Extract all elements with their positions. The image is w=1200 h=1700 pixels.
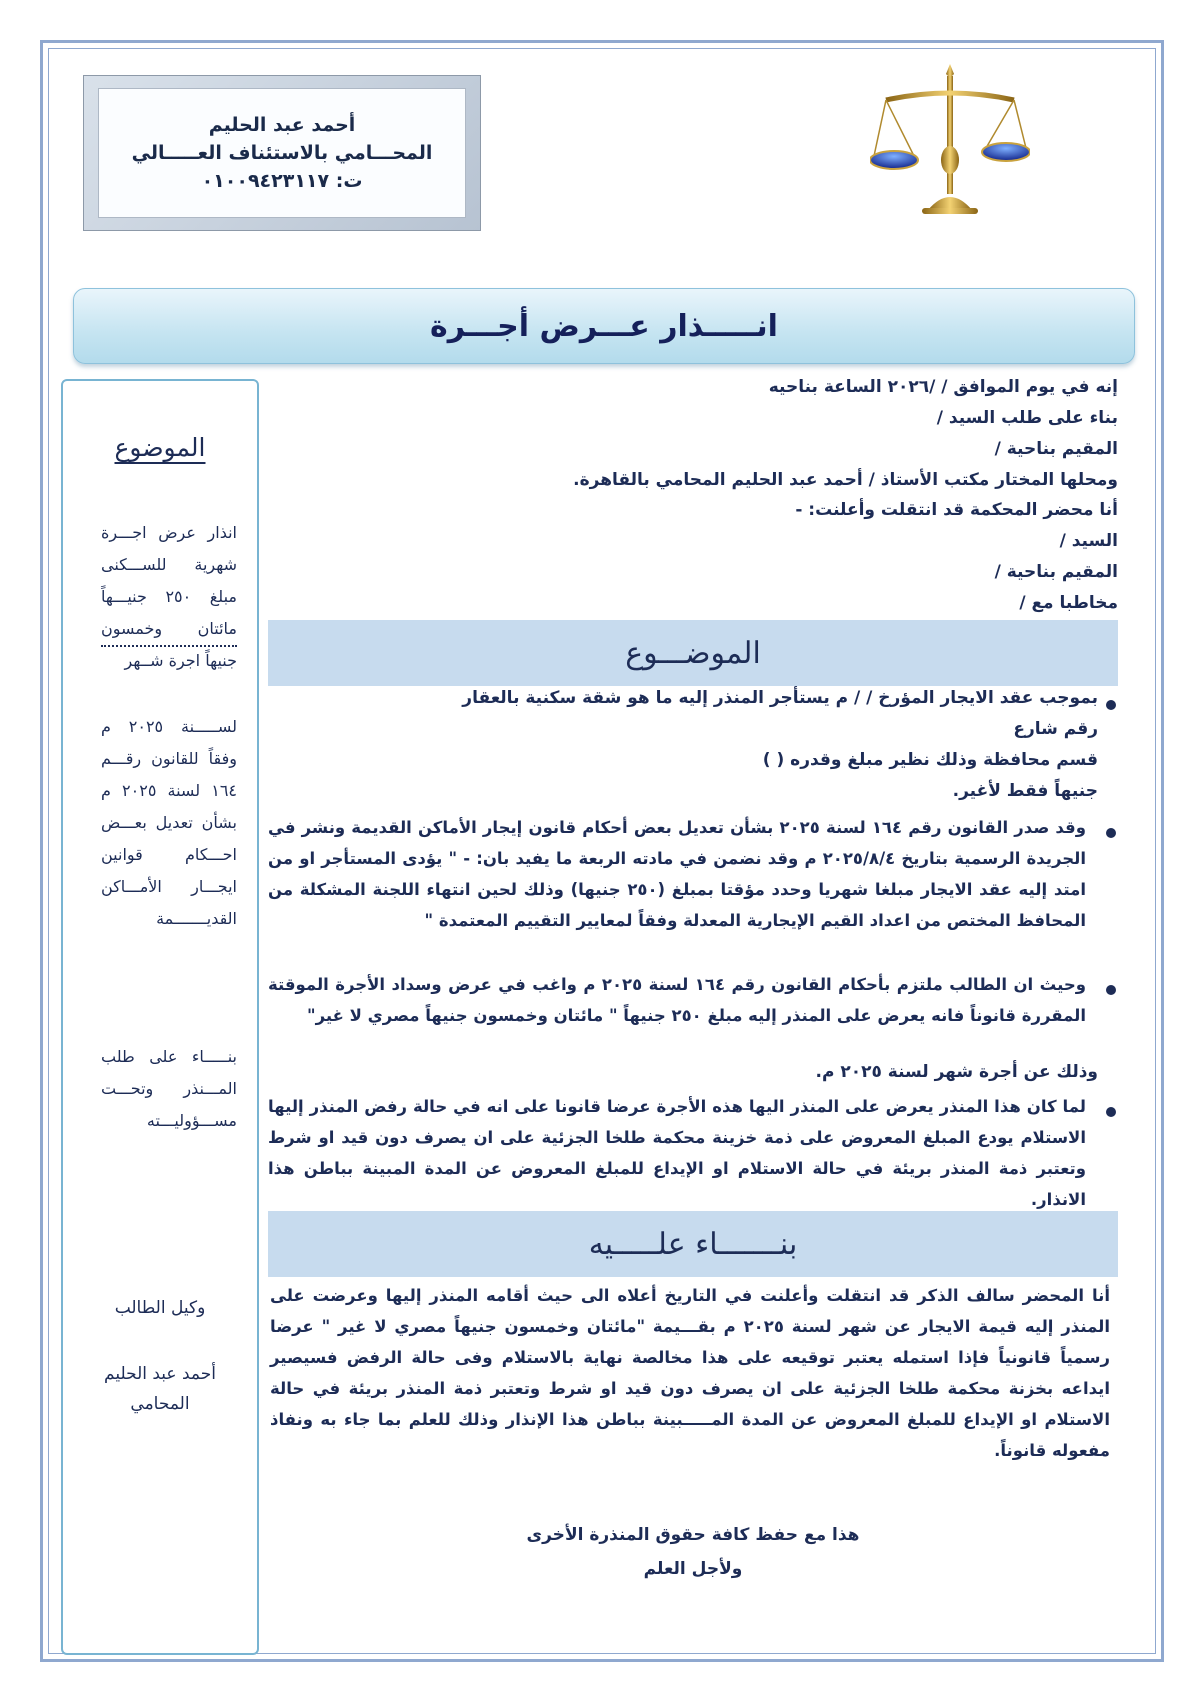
- bullet-marker: [1106, 1107, 1116, 1117]
- header-line-requester: بناء على طلب السيد /: [936, 408, 1118, 428]
- sidebar-signature-name: أحمد عبد الحليم: [104, 1364, 216, 1384]
- closing-rights-reserved: هذا مع حفظ كافة حقوق المنذرة الأخرى: [526, 1525, 860, 1545]
- sidebar-agent-label: وكيل الطالب: [114, 1298, 206, 1318]
- section-subject-bar: [268, 620, 1118, 686]
- closing-for-knowledge: ولأجل العلم: [643, 1559, 743, 1579]
- sidebar-request-note: بنـــــاء على طلب المـــنذر وتحـــت مســـؤوليـــته: [101, 1047, 237, 1130]
- sidebar-dotted-divider: [101, 645, 237, 647]
- bullet1-line3: قسم محافظة وذلك نظير مبلغ وقدره ( ): [762, 750, 1098, 770]
- bullet1-line4: جنيهاً فقط لأغير.: [952, 781, 1098, 801]
- document-title: انـــــذار عـــرض أجـــرة: [430, 308, 778, 344]
- subject-sidebar: [61, 379, 259, 1655]
- header-line-addressed-to: مخاطبا مع /: [1019, 593, 1118, 613]
- sidebar-summary: انذار عرض اجـــرة شهرية للســـكنى مبلغ ٢٥٠ جنيـــهاً مائتان وخمسون جنيهاً اجرة شــهر: [101, 523, 237, 670]
- bullet4-deposit-text: لما كان هذا المنذر يعرض على المنذر اليها هذه الأجرة عرضا قانونا على انه في حالة رفض المنذر إليها الاستلام يودع المبلغ المعروض على ذمة خزينة محكمة طلخا الجزئية على ان يصرف دون قيد او شرط وتعتبر ذمة المنذر بريئة في حالة الاستلام او الإيداع للمبلغ المعروض عن المدة المبينة بباطن هذا الانذار.: [268, 1097, 1086, 1209]
- section-subject-heading: الموضـــوع: [625, 635, 761, 671]
- header-line-recipient: السيد /: [1059, 531, 1118, 551]
- lawyer-title: المحـــامي بالاستئناف العـــــالي: [131, 142, 433, 164]
- bullet1-line1: بموجب عقد الايجار المؤرخ / / م يستأجر المنذر إليه ما هو شقة سكنية بالعقار: [462, 688, 1098, 708]
- lawyer-name: أحمد عبد الحليم: [208, 114, 356, 136]
- sidebar-law-reference: لســـــنة ٢٠٢٥ م وفقاً للقانون رقـــم ١٦٤ لسنة ٢٠٢٥ م بشأن تعديل بعـــض احـــكام قوانين ايجـــار الأمـــاكن القديـــــــمة: [101, 717, 237, 928]
- document-title-banner: [73, 288, 1135, 364]
- bullet3-month-line: وذلك عن أجرة شهر لسنة ٢٠٢٥ م.: [815, 1062, 1098, 1082]
- lawyer-info-box: [83, 75, 481, 231]
- bullet-marker: [1106, 985, 1116, 995]
- bullet2-law-text: وقد صدر القانون رقم ١٦٤ لسنة ٢٠٢٥ بشأن تعديل بعض أحكام قانون إيجار الأماكن القديمة ونشر في الجريدة الرسمية بتاريخ ٢٠٢٥/٨/٤ م وقد نضمن في مادته الربعة ما يفيد بان: - " يؤدى المستأجر او من امتد إليه عقد الايجار مبلغا شهريا وحدد مؤقتا بمبلغ (٢٥٠ جنيها) وذلك لحين انتهاء اللجنة المشكلة من المحافظ المختص من اعداد القيم الإيجارية المعدلة وفقاً لمعايير التقييم المعتمدة ": [268, 818, 1086, 930]
- sidebar-heading: الموضوع: [114, 433, 206, 462]
- header-line-requester-address: المقيم بناحية /: [994, 439, 1118, 459]
- conclusion-text: أنا المحضر سالف الذكر قد انتقلت وأعلنت في التاريخ أعلاه الى حيث أقامه المنذر إليها وعرضت على المنذر إليه قيمة الايجار عن شهر لسنة ٢٠٢٥ م بقـــيمة "مائتان وخمسون جنيهاً مصري لا غير " عرضا رسمياً قانونياً فإذا استمله يعتبر توقيعه على هذا مخالصة نهاية بالاستلام وفى حالة الرفض فسيصير ايداعه بخزنة محكمة طلخا الجزئية على ان يصرف دون قيد او شرط وتعتبر ذمة المنذر بريئة في حالة الاستلام او الإيداع للمبلغ المعروض عن المدة المـــــبينة بباطن هذا الإنذار وذلك للعلم بما جاء به ونفاذ مفعوله قانوناً.: [270, 1286, 1110, 1460]
- sidebar-signature-title: المحامي: [130, 1394, 190, 1414]
- bullet3-offer-text: وحيث ان الطالب ملتزم بأحكام القانون رقم ١٦٤ لسنة ٢٠٢٥ م واغب في عرض وسداد الأجرة الموقتة المقررة قانوناً فانه يعرض على المنذر إليه مبلغ ٢٥٠ جنيهاً " مائتان وخمسون جنيهاً مصري لا غير": [268, 975, 1086, 1025]
- bullet-marker: [1106, 700, 1116, 710]
- section-accordingly-bar: [268, 1211, 1118, 1277]
- bullet-marker: [1106, 828, 1116, 838]
- section-accordingly-heading: بنـــــــاء علـــــيه: [588, 1226, 798, 1262]
- bullet1-line2: رقم شارع: [1013, 719, 1098, 739]
- header-line-chosen-domicile: ومحلها المختار مكتب الأستاذ / أحمد عبد الحليم المحامي بالقاهرة.: [573, 470, 1118, 490]
- scales-of-justice-icon: [870, 60, 1030, 220]
- header-line-bailiff: أنا محضر المحكمة قد انتقلت وأعلنت: -: [795, 500, 1118, 520]
- lawyer-phone: ت: ٠١٠٠٩٤٢٣١١٧: [201, 170, 363, 192]
- header-line-date: إنه في يوم الموافق / /٢٠٢٦ الساعة بناحيه: [768, 377, 1118, 397]
- header-line-recipient-address: المقيم بناحية /: [994, 562, 1118, 582]
